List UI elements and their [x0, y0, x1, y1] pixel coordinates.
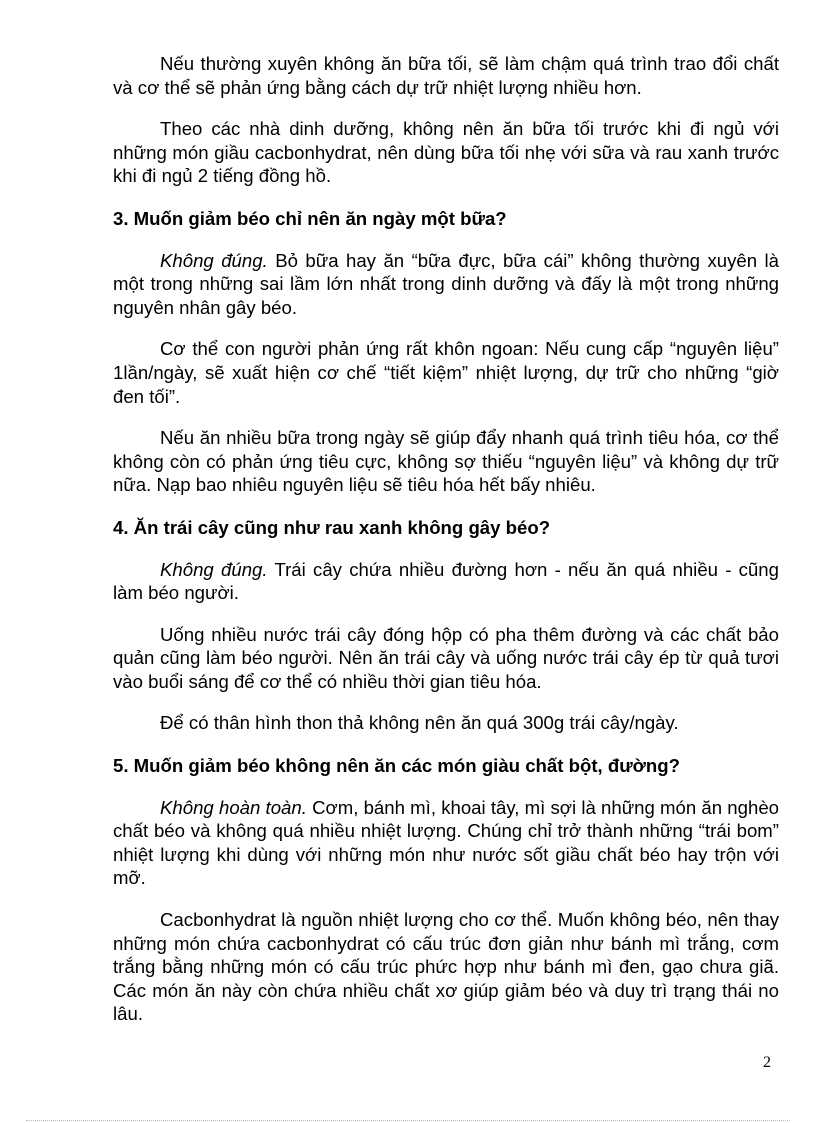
paragraph: Nếu ăn nhiều bữa trong ngày sẽ giúp đẩy nhanh quá trình tiêu hóa, cơ thể không còn có phản ứng tiêu cực, không sợ thiếu “nguyên liệu” và không dự trữ nữa. Nạp bao nhiêu nguyên liệu sẽ tiêu hóa hết bấy nhiêu. — [113, 427, 779, 496]
section-heading: 4. Ăn trái cây cũng như rau xanh không gây béo? — [113, 516, 551, 538]
paragraph: Nếu thường xuyên không ăn bữa tối, sẽ làm chậm quá trình trao đổi chất và cơ thể sẽ phản ứng bằng cách dự trữ nhiệt lượng nhiều hơn. — [113, 53, 779, 98]
paragraph — [113, 558, 779, 605]
paragraph-text: Bỏ bữa hay ăn “bữa đực, bữa cái” không thường xuyên là một trong những sai lầm lớn nhất trong dinh dưỡng và đấy là một trong những nguyên nhân gây béo. — [113, 249, 780, 318]
paragraph-lead: Không đúng. — [160, 249, 268, 271]
paragraph-text: Cơm, bánh mì, khoai tây, mì sợi là những món ăn nghèo chất béo và không quá nhiều nhiệt lượng. Chúng chỉ trở thành những “trái bom” nhiệt lượng khi dùng với những món như nước sốt giầu chất béo hay trộn với mỡ. — [113, 796, 779, 889]
page-number: 2 — [763, 1054, 771, 1071]
paragraph — [113, 249, 779, 320]
paragraph-lead: Không đúng. — [160, 558, 268, 580]
paragraph: Cơ thể con người phản ứng rất khôn ngoan: Nếu cung cấp “nguyên liệu” 1lần/ngày, sẽ xuất hiện cơ chế “tiết kiệm” nhiệt lượng, dự trữ cho những “giờ đen tối”. — [113, 338, 779, 407]
paragraph — [113, 796, 779, 890]
paragraph: Để có thân hình thon thả không nên ăn quá 300g trái cây/ngày. — [160, 712, 679, 734]
paragraph: Cacbonhydrat là nguồn nhiệt lượng cho cơ thể. Muốn không béo, nên thay những món chứa cacbonhydrat có cấu trúc đơn giản như bánh mì trắng, cơm trắng bằng những món có cấu trúc phức hợp như bánh mì đen, gạo chưa giã. Các món ăn này còn chứa nhiều chất xơ giúp giảm béo và duy trì trạng thái no lâu. — [113, 909, 779, 1025]
paragraph-lead: Không hoàn toàn. — [160, 796, 307, 818]
section-heading: 5. Muốn giảm béo không nên ăn các món giàu chất bột, đường? — [113, 755, 680, 777]
paragraph-text: Trái cây chứa nhiều đường hơn - nếu ăn quá nhiều - cũng làm béo người. — [113, 558, 779, 604]
document-body — [113, 52, 779, 1026]
paragraph: Theo các nhà dinh dưỡng, không nên ăn bữa tối trước khi đi ngủ với những món giầu cacbonhydrat, nên dùng bữa tối nhẹ với sữa và rau xanh trước khi đi ngủ 2 tiếng đồng hồ. — [113, 118, 779, 187]
paragraph: Uống nhiều nước trái cây đóng hộp có pha thêm đường và các chất bảo quản cũng làm béo người. Nên ăn trái cây và uống nước trái cây ép từ quả tươi vào buổi sáng để cơ thể có nhiều thời gian tiêu hóa. — [113, 623, 779, 692]
section-heading: 3. Muốn giảm béo chỉ nên ăn ngày một bữa? — [113, 207, 507, 229]
page-bottom-border — [26, 1120, 790, 1121]
